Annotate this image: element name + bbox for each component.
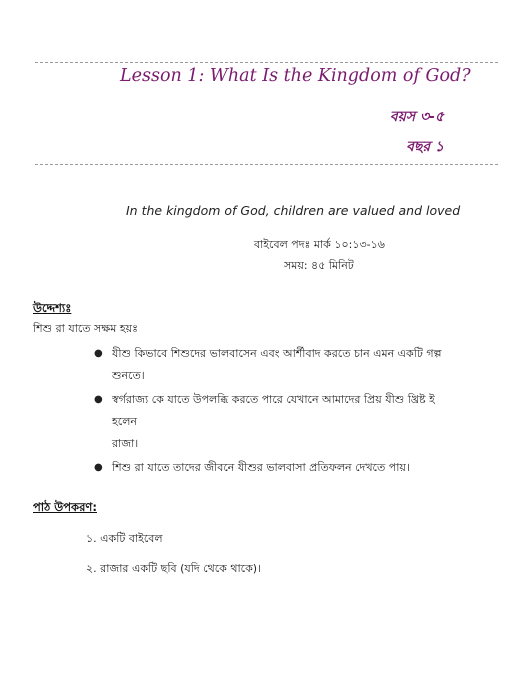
bible-reference: বাইবেল পদঃ মার্ক ১০:১৩-১৬ (254, 238, 385, 251)
list-item-text: রাজা। (112, 437, 139, 450)
objectives-heading: উদ্দেশ্যঃ (33, 301, 72, 315)
list-item (90, 457, 450, 479)
lesson-tagline: In the kingdom of God, children are valued and loved (126, 203, 461, 218)
list-item-text: শুনতে। (112, 369, 145, 382)
list-item-text: স্বর্গরাজ্য কে যাতে উপলব্ধি করতে পারে যেখানে আমাদের প্রিয় যীশু খ্রিষ্ট ই হলেন (112, 393, 435, 428)
list-item-text: শিশু রা যাতে তাদের জীবনে যীশুর ভালবাসা প্রতিফলন দেখতে পায়। (112, 461, 410, 474)
lesson-title: Lesson 1: What Is the Kingdom of God? (120, 66, 471, 86)
bullet-icon: ● (94, 462, 103, 473)
year-label: বছর ১ (406, 139, 444, 155)
top-divider (35, 62, 498, 63)
list-item (90, 389, 450, 455)
list-item (90, 343, 450, 387)
list-item-text: যীশু কিভাবে শিশুদের ভালবাসেন এবং আর্শীবাদ করতে চান এমন একটি গল্প (112, 347, 442, 360)
bottom-divider (35, 164, 498, 165)
material-item: ২. রাজার একটি ছবি (যদি থেকে থাকে)। (86, 562, 262, 575)
bullet-icon: ● (94, 348, 103, 359)
materials-heading: পাঠ উপকরণ: (33, 500, 97, 514)
bullet-icon: ● (94, 394, 103, 405)
age-range: বয়স ৩-৫ (389, 109, 444, 125)
material-item: ১. একটি বাইবেল (86, 532, 163, 545)
lesson-duration: সময়: ৪৫ মিনিট (284, 259, 354, 272)
objectives-intro: শিশু রা যাতে সক্ষম হয়ঃ (33, 322, 138, 335)
objectives-list (90, 343, 450, 481)
